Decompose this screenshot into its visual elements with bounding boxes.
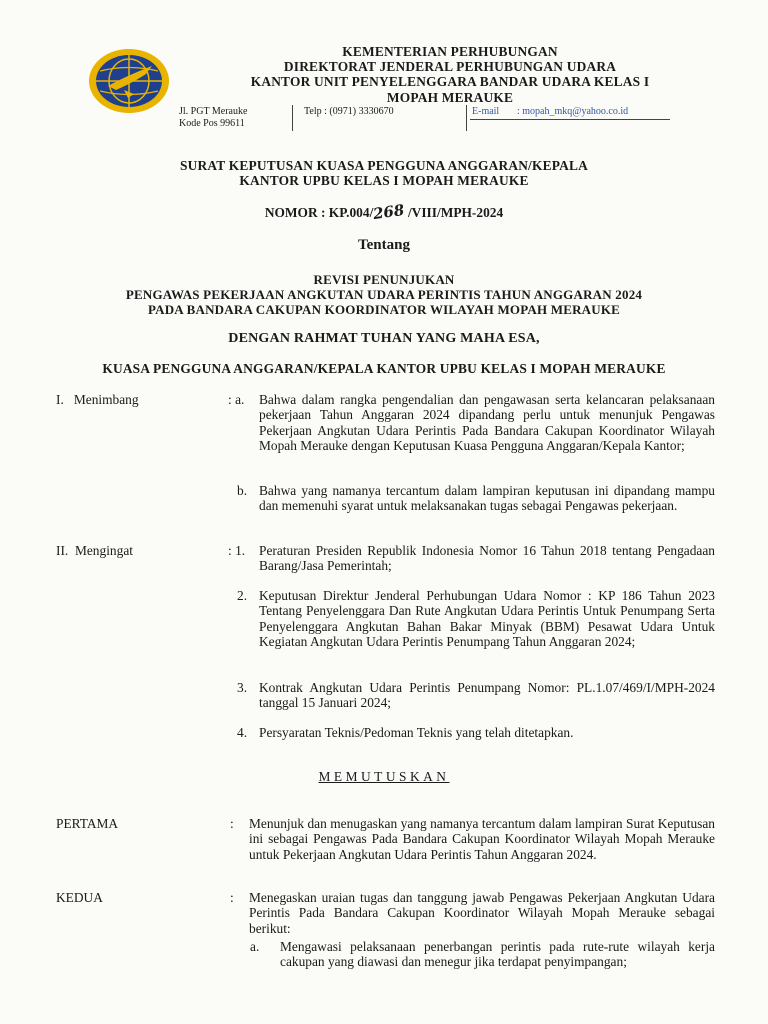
letterhead-email-value: : mopah_mkq@yahoo.co.id bbox=[517, 106, 629, 117]
authority-heading: KUASA PENGGUNA ANGGARAN/KEPALA KANTOR UPBU KELAS I MOPAH MERAUKE bbox=[102, 361, 666, 376]
menimbang-marker-a: : a. bbox=[228, 392, 245, 407]
menimbang-item-a: Bahwa dalam rangka pengendalian dan pengawasan serta kelancaran pelaksanaan pekerjaan Tahun Anggaran 2024 dipandang perlu untuk menunjuk Pengawas Pekerjaan Angkutan Udara Perintis Pada Bandara Cakupan Koordinator Wilayah Mopah Merauke dengan Keputusan Kuasa Pengguna Anggaran/Kepala Kantor; bbox=[259, 392, 715, 453]
subject-line2: PENGAWAS PEKERJAAN ANGKUTAN UDARA PERINTIS TAHUN ANGGARAN 2024 bbox=[125, 287, 643, 302]
address-street: Jl. PGT Merauke bbox=[179, 106, 248, 117]
kedua-marker-a: a. bbox=[250, 939, 260, 954]
letterhead-address bbox=[179, 106, 274, 130]
mengingat-item-3: Kontrak Angkutan Udara Perintis Penumpang Nomor: PL.1.07/469/I/MPH-2024 tanggal 15 Januari 2024; bbox=[259, 680, 715, 711]
menimbang-marker-b: b. bbox=[237, 483, 248, 498]
letterhead-office: KANTOR UNIT PENYELENGGARA BANDAR UDARA KELAS I bbox=[250, 74, 650, 89]
decree-number-prefix: NOMOR : KP.004/ bbox=[264, 205, 374, 220]
decree-title-line2: KANTOR UPBU KELAS I MOPAH MERAUKE bbox=[239, 173, 529, 188]
kedua-colon: : bbox=[230, 890, 234, 905]
decree-number bbox=[0, 200, 768, 224]
decree-title-line1: SURAT KEPUTUSAN KUASA PENGGUNA ANGGARAN/KEPALA bbox=[180, 158, 588, 173]
kedua-text: Menegaskan uraian tugas dan tanggung jawab Pengawas Pekerjaan Angkutan Udara Perintis Pada Bandara Cakupan Koordinator Wilayah Mopah Merauke sebagai berikut: bbox=[249, 890, 715, 936]
letterhead-airport: MOPAH MERAUKE bbox=[386, 90, 514, 105]
address-postcode: Kode Pos 99611 bbox=[179, 118, 245, 129]
ministry-logo-icon bbox=[86, 46, 172, 116]
mengingat-marker-4: 4. bbox=[237, 725, 248, 740]
kedua-label: KEDUA bbox=[56, 890, 103, 905]
letterhead-directorate: DIREKTORAT JENDERAL PERHUBUNGAN UDARA bbox=[283, 59, 617, 74]
mengingat-item-2: Keputusan Direktur Jenderal Perhubungan Udara Nomor : KP 186 Tahun 2023 Tentang Penyelenggara Dan Rute Angkutan Udara Perintis Untuk Penumpang Serta Penyelenggara Angkutan Bahan Bakar Minyak (BBM) Pesawat Udara Untuk Kegiatan Angkutan Udara Perintis Penumpang Tahun Anggaran 2024; bbox=[259, 588, 715, 649]
pertama-label: PERTAMA bbox=[56, 816, 119, 831]
memutuskan-text: MEMUTUSKAN bbox=[318, 769, 450, 784]
preamble-blessing: DENGAN RAHMAT TUHAN YANG MAHA ESA, bbox=[228, 331, 540, 346]
mengingat-marker-3: 3. bbox=[237, 680, 248, 695]
contact-underline bbox=[470, 119, 670, 120]
menimbang-item-b: Bahwa yang namanya tercantum dalam lampiran keputusan ini dipandang mampu dan memenuhi syarat untuk melaksanakan tugas sebagai Pengawas pekerjaan. bbox=[259, 483, 715, 514]
contact-divider bbox=[292, 105, 293, 131]
memutuskan-heading bbox=[0, 769, 768, 785]
menimbang-label: I. Menimbang bbox=[56, 392, 139, 407]
mengingat-item-1: Peraturan Presiden Republik Indonesia Nomor 16 Tahun 2018 tentang Pengadaan Barang/Jasa Pemerintah; bbox=[259, 543, 715, 574]
tentang-heading: Tentang bbox=[358, 237, 410, 253]
contact-divider bbox=[466, 105, 467, 131]
letterhead-ministry: KEMENTERIAN PERHUBUNGAN bbox=[342, 44, 558, 59]
letterhead-phone: Telp : (0971) 3330670 bbox=[304, 106, 394, 117]
subject-line3: PADA BANDARA CAKUPAN KOORDINATOR WILAYAH MOPAH MERAUKE bbox=[147, 302, 621, 317]
mengingat-marker-2: 2. bbox=[237, 588, 248, 603]
mengingat-item-4: Persyaratan Teknis/Pedoman Teknis yang telah ditetapkan. bbox=[259, 725, 574, 740]
kedua-item-a: Mengawasi pelaksanaan penerbangan perintis pada rute-rute wilayah kerja cakupan yang diawasi dan menegur jika terdapat penyimpangan; bbox=[280, 939, 715, 970]
decree-number-suffix: /VIII/MPH-2024 bbox=[404, 205, 504, 220]
subject-line1: REVISI PENUNJUKAN bbox=[313, 272, 455, 287]
letterhead-email-label: E-mail bbox=[472, 106, 500, 117]
mengingat-marker-1: : 1. bbox=[228, 543, 246, 558]
mengingat-label: II. Mengingat bbox=[56, 543, 133, 558]
decree-number-handwritten: 268 bbox=[372, 200, 406, 224]
pertama-text: Menunjuk dan menugaskan yang namanya tercantum dalam lampiran Surat Keputusan ini sebagai Pengawas Pada Bandara Cakupan Koordinator Wilayah Mopah Merauke untuk Pekerjaan Angkutan Udara Perintis Tahun Anggaran 2024. bbox=[249, 816, 715, 862]
pertama-colon: : bbox=[230, 816, 234, 831]
